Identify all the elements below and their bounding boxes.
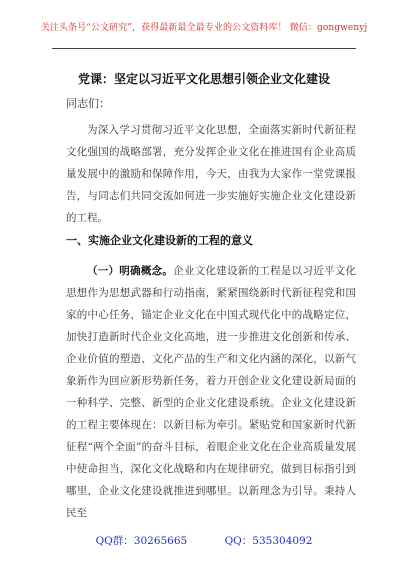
document-title: 党课：坚定以习近平文化思想引领企业文化建设 <box>77 72 330 86</box>
contact-footer <box>0 533 408 548</box>
subsection-body: 企业文化建设新的工程是以习近平文化思想作为思想武器和行动指南，紧紧围绕新时代新征程党和国家的中心任务，锚定企业文化在中国式现代化中的战略定位，加快打造新时代企业文化高地，进一步推进文化创新和传承、企业价值的塑造、文化产品的生产和文化内涵的深化，以新气象新作为回应新形势新任务，着力开创企业文化建设新局面的一种科学、完整、新型的企业文化建设系统。企业文化建设新的工程主要体现在：以新目标为牵引。紧贴党和国家新时代新征程“两个全面”的奋斗目标，着眼企业文化在企业高质量发展中使命担当，深化文化战略和内在规律研究，做到目标指引到哪里，企业文化建设就推进到哪里。以新理念为引导。秉持人民至 <box>66 265 357 519</box>
qq-contact-text: QQ：535304092 <box>224 535 313 547</box>
subsection-paragraph <box>66 260 356 524</box>
promo-header: 关注头条号“公文研究”，获得最新最全最专业的公文资料库！ 微信：gongwenyj <box>40 23 368 33</box>
qq-group-text: QQ群：30265665 <box>95 535 188 547</box>
salutation: 同志们： <box>66 97 110 110</box>
subsection-lead: （一）明确概念。 <box>87 265 174 277</box>
section-heading-1: 一、实施企业文化建设新的工程的意义 <box>66 234 253 247</box>
intro-paragraph: 为深入学习贯彻习近平文化思想，全面落实新时代新征程文化强国的战略部署，充分发挥企业文化在推进国有企业高质量发展中的激励和保障作用，今天，由我为大家作一堂党课报告，与同志们共同交流如何进一步实施好实施企业文化建设新的工程。 <box>66 124 356 224</box>
header-divider <box>52 48 356 49</box>
